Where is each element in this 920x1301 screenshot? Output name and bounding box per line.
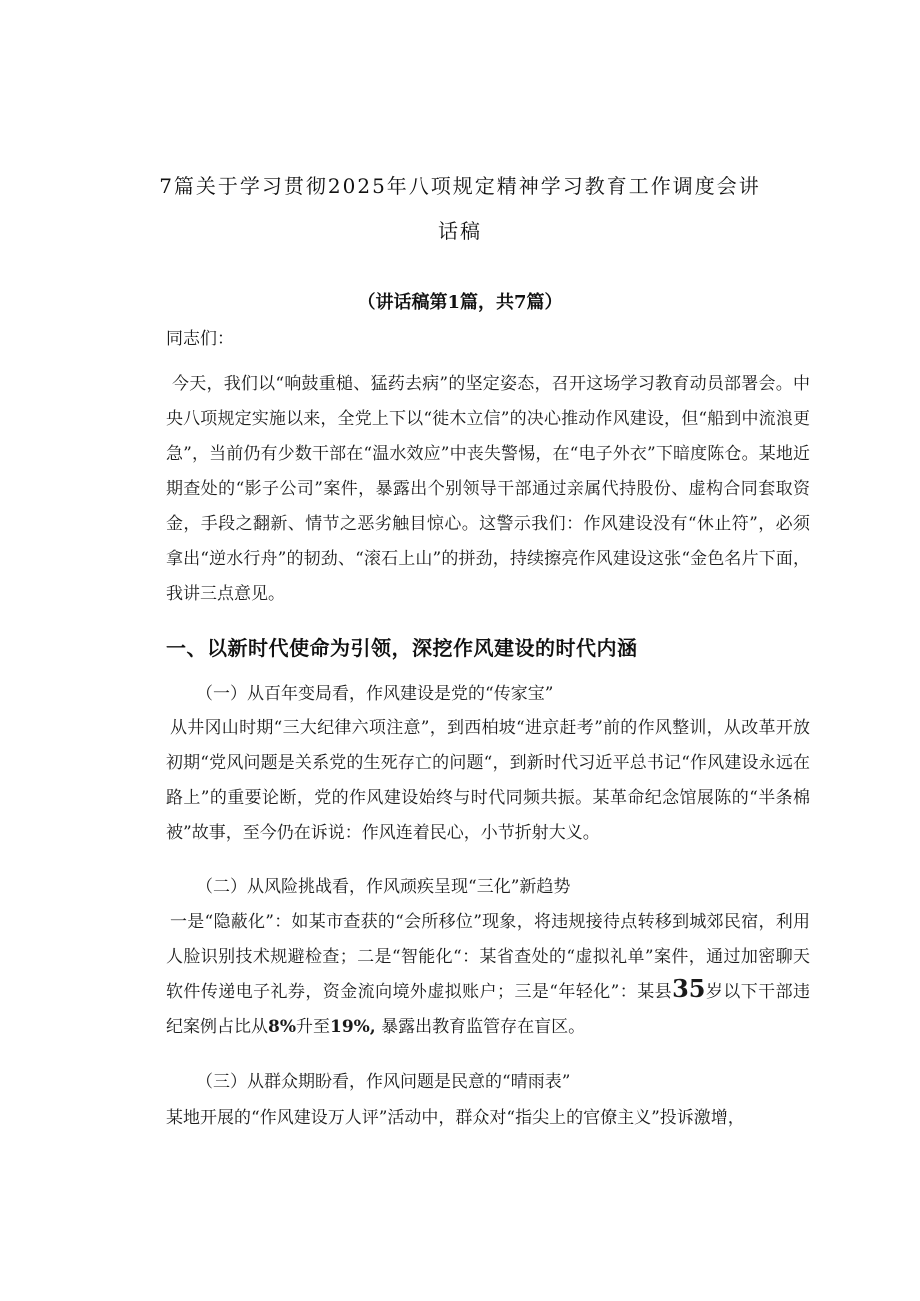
paragraph-risks-text-a: 一是“隐蔽化”：如某市查获的“会所移位”现象，将违规接待点转移到城郊民宿，利用人脸识别技术规避检查；二是“智能化“：某省查处的“虚拟礼单”案件，通过加密聊天软件传递电子礼券，资金流向境外虚拟账户；三是“年轻化”：某县 [166,912,810,1002]
percent-after: 19%, [329,1017,376,1037]
section-heading-1: 一、以新时代使命为引领，深挖作风建设的时代内涵 [166,636,638,660]
percent-before: 8% [268,1017,296,1037]
document-subtitle: （讲话稿第1篇，共7篇） [357,292,563,313]
paragraph-risks-text-c: 升至 [295,1017,330,1037]
document-title-line1: 7篇关于学习贯彻2025年八项规定精神学习教育工作调度会讲 [159,174,761,198]
paragraph-history: 从井冈山时期“三大纪律六项注意”，到西柏坡“进京赶考”前的作风整训，从改革开放初期“党风问题是关系党的生死存亡的问题“，到新时代习近平总书记“作风建设永远在路上”的重要论断，党的作风建设始终与时代同频共振。某革命纪念馆展陈的“半条棉被”故事，至今仍在诉说：作风连着民心，小节折射大义。 [166,718,810,843]
paragraph-intro: 今天，我们以“响鼓重槌、猛药去病”的坚定姿态，召开这场学习教育动员部署会。中央八项规定实施以来，全党上下以“徙木立信”的决心推动作风建设，但“船到中流浪更急”，当前仍有少数干部在“温水效应”中丧失警惕，在“电子外衣”下暗度陈仓。某地近期查处的“影子公司”案件，暴露出个别领导干部通过亲属代持股份、虚构合同套取资金，手段之翻新、情节之恶劣触目惊心。这警示我们：作风建设没有“休止符”，必须拿出“逆水行舟”的韧劲、“滚石上山”的拼劲，持续擦亮作风建设这张“金色名片下面，我讲三点意见。 [166,374,810,604]
subsection-heading-3: （三）从群众期盼看，作风问题是民意的“晴雨表” [196,1072,571,1092]
subsection-heading-1: （一）从百年变局看，作风建设是党的“传家宝” [196,684,554,704]
paragraph-risks-text-d: 暴露出教育监管存在盲区。 [375,1017,586,1037]
greeting: 同志们： [166,329,234,349]
paragraph-risks [166,905,810,1045]
document-title-line2: 话稿 [438,219,482,243]
paragraph-risks-text-b: 岁以下干部违纪案例占比从 [166,982,811,1037]
subsection-heading-2: （二）从风险挑战看，作风顽疾呈现“三化”新趋势 [196,877,571,897]
paragraph-public: 某地开展的“作风建设万人评”活动中，群众对“指尖上的官僚主义”投诉激增， [166,1108,745,1128]
age-number: 35 [672,974,706,1003]
